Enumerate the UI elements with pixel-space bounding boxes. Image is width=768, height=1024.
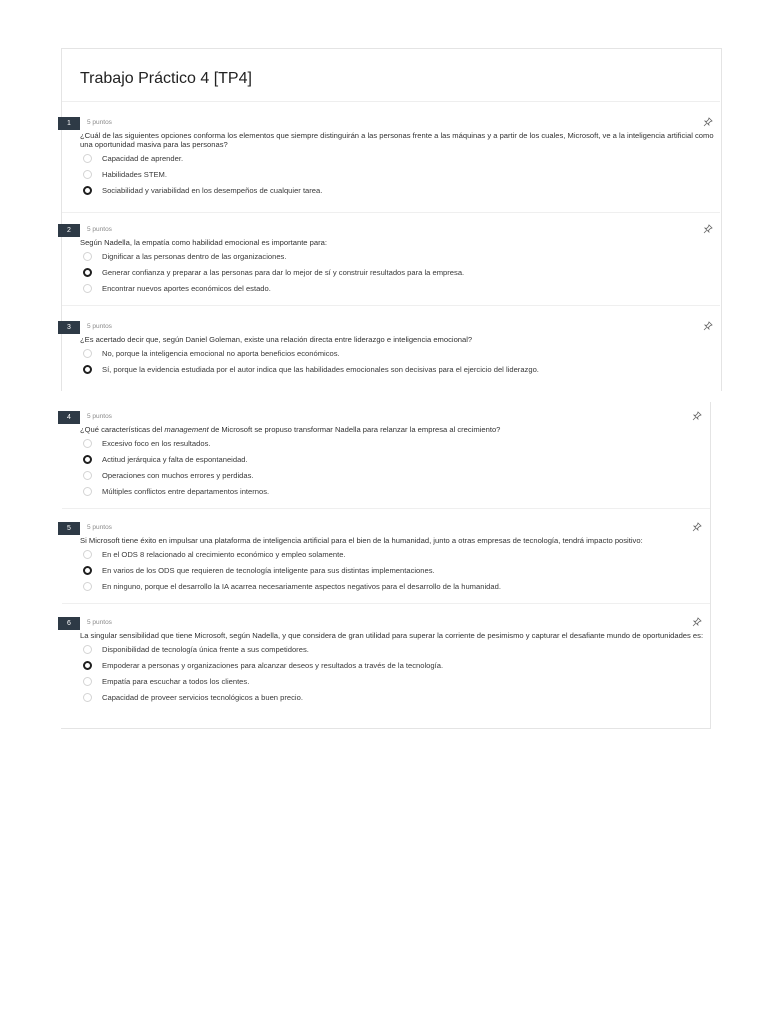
answer-option[interactable] bbox=[82, 281, 714, 297]
radio-button-selected[interactable] bbox=[83, 186, 92, 195]
pin-icon[interactable] bbox=[692, 617, 702, 627]
answer-option[interactable] bbox=[82, 436, 704, 452]
radio-button[interactable] bbox=[83, 439, 92, 448]
question-points: 5 puntos bbox=[87, 323, 112, 330]
option-label: Habilidades STEM. bbox=[102, 170, 167, 179]
answer-option[interactable] bbox=[82, 658, 704, 674]
answer-option[interactable] bbox=[82, 579, 704, 595]
question-points: 5 puntos bbox=[87, 226, 112, 233]
question-number: 1 bbox=[58, 117, 80, 130]
option-label: Empoderar a personas y organizaciones para alcanzar deseos y resultados a través de la tecnología. bbox=[102, 661, 444, 670]
question-number: 4 bbox=[58, 411, 80, 424]
answer-option[interactable] bbox=[82, 249, 714, 265]
answer-option[interactable] bbox=[82, 346, 714, 362]
option-label: Empatía para escuchar a todos los clientes. bbox=[102, 677, 250, 686]
option-label: Excesivo foco en los resultados. bbox=[102, 439, 211, 448]
answer-option[interactable] bbox=[82, 167, 714, 183]
question-number: 2 bbox=[58, 224, 80, 237]
answer-option[interactable] bbox=[82, 452, 704, 468]
radio-button[interactable] bbox=[83, 550, 92, 559]
answer-option[interactable] bbox=[82, 265, 714, 281]
answer-option[interactable] bbox=[82, 183, 714, 199]
option-label: Múltiples conflictos entre departamentos internos. bbox=[102, 487, 270, 496]
question-text: Si Microsoft tiene éxito en impulsar una plataforma de inteligencia artificial para el bien de la humanidad, junto a otras empresas de tecnología, tendrá impacto positivo: bbox=[80, 536, 643, 545]
answer-option[interactable] bbox=[82, 484, 704, 500]
option-label: En el ODS 8 relacionado al crecimiento económico y empleo solamente. bbox=[102, 550, 346, 559]
radio-button-selected[interactable] bbox=[83, 455, 92, 464]
question-5 bbox=[58, 522, 704, 595]
page-title: Trabajo Práctico 4 [TP4] bbox=[80, 70, 252, 87]
radio-button[interactable] bbox=[83, 677, 92, 686]
question-text: ¿Es acertado decir que, según Daniel Goleman, existe una relación directa entre liderazgo e inteligencia emocional? bbox=[80, 335, 473, 344]
answer-options bbox=[82, 436, 704, 500]
option-label: Capacidad de proveer servicios tecnológicos a buen precio. bbox=[102, 693, 303, 702]
option-label: Sí, porque la evidencia estudiada por el autor indica que las habilidades emocionales son decisivas para el ejercicio del liderazgo. bbox=[102, 365, 539, 374]
radio-button[interactable] bbox=[83, 645, 92, 654]
radio-button-selected[interactable] bbox=[83, 661, 92, 670]
question-divider bbox=[62, 508, 710, 509]
radio-button[interactable] bbox=[83, 582, 92, 591]
radio-button[interactable] bbox=[83, 170, 92, 179]
option-label: Disponibilidad de tecnología única frente a sus competidores. bbox=[102, 645, 309, 654]
question-text: Según Nadella, la empatía como habilidad emocional es importante para: bbox=[80, 238, 327, 247]
answer-option[interactable] bbox=[82, 642, 704, 658]
answer-option[interactable] bbox=[82, 547, 704, 563]
radio-button-selected[interactable] bbox=[83, 365, 92, 374]
pin-icon[interactable] bbox=[692, 522, 702, 532]
question-text: La singular sensibilidad que tiene Microsoft, según Nadella, y que considera de gran utilidad para superar la corriente de pesimismo y capturar el desafiante mundo de oportunidades es: bbox=[80, 631, 704, 640]
question-6 bbox=[58, 617, 704, 706]
question-divider bbox=[62, 305, 720, 306]
pin-icon[interactable] bbox=[703, 117, 713, 127]
option-label: Dignificar a las personas dentro de las organizaciones. bbox=[102, 252, 287, 261]
option-label: No, porque la inteligencia emocional no aporta beneficios económicos. bbox=[102, 349, 340, 358]
answer-option[interactable] bbox=[82, 468, 704, 484]
answer-option[interactable] bbox=[82, 151, 714, 167]
option-label: Sociabilidad y variabilidad en los desempeños de cualquier tarea. bbox=[102, 186, 323, 195]
question-number: 6 bbox=[58, 617, 80, 630]
answer-options bbox=[82, 249, 714, 297]
radio-button-selected[interactable] bbox=[83, 566, 92, 575]
question-points: 5 puntos bbox=[87, 524, 112, 531]
answer-options bbox=[82, 547, 704, 595]
question-points: 5 puntos bbox=[87, 619, 112, 626]
answer-option[interactable] bbox=[82, 563, 704, 579]
pin-icon[interactable] bbox=[703, 321, 713, 331]
question-3 bbox=[58, 321, 714, 378]
title-divider bbox=[62, 101, 720, 102]
radio-button[interactable] bbox=[83, 252, 92, 261]
option-label: Operaciones con muchos errores y perdidas. bbox=[102, 471, 254, 480]
question-4 bbox=[58, 411, 704, 500]
radio-button-selected[interactable] bbox=[83, 268, 92, 277]
question-number: 3 bbox=[58, 321, 80, 334]
radio-button[interactable] bbox=[83, 349, 92, 358]
answer-options bbox=[82, 151, 714, 199]
answer-options bbox=[82, 642, 704, 706]
question-text: ¿Cuál de las siguientes opciones conforma los elementos que siempre distinguirán a las personas frente a las máquinas y a partir de los cuales, Microsoft, ve a la inteligencia artificial como una oportunidad masiva para las personas? bbox=[80, 131, 714, 149]
radio-button[interactable] bbox=[83, 693, 92, 702]
answer-option[interactable] bbox=[82, 362, 714, 378]
answer-options bbox=[82, 346, 714, 378]
option-label: En ninguno, porque el desarrollo la IA acarrea necesariamente aspectos negativos para el desarrollo de la humanidad. bbox=[102, 582, 501, 591]
option-label: Actitud jerárquica y falta de espontaneidad. bbox=[102, 455, 248, 464]
question-divider bbox=[62, 212, 720, 213]
option-label: En varios de los ODS que requieren de tecnología inteligente para sus distintas implementaciones. bbox=[102, 566, 435, 575]
question-number: 5 bbox=[58, 522, 80, 535]
question-2 bbox=[58, 224, 714, 297]
radio-button[interactable] bbox=[83, 154, 92, 163]
option-label: Encontrar nuevos aportes económicos del estado. bbox=[102, 284, 271, 293]
radio-button[interactable] bbox=[83, 487, 92, 496]
radio-button[interactable] bbox=[83, 284, 92, 293]
answer-option[interactable] bbox=[82, 674, 704, 690]
question-text: ¿Qué características del management de Microsoft se propuso transformar Nadella para relanzar la empresa al crecimiento? bbox=[80, 425, 501, 434]
question-divider bbox=[62, 603, 710, 604]
question-points: 5 puntos bbox=[87, 119, 112, 126]
pin-icon[interactable] bbox=[692, 411, 702, 421]
question-points: 5 puntos bbox=[87, 413, 112, 420]
radio-button[interactable] bbox=[83, 471, 92, 480]
answer-option[interactable] bbox=[82, 690, 704, 706]
question-1 bbox=[58, 117, 714, 199]
pin-icon[interactable] bbox=[703, 224, 713, 234]
option-label: Capacidad de aprender. bbox=[102, 154, 184, 163]
option-label: Generar confianza y preparar a las personas para dar lo mejor de sí y construir resultados para la empresa. bbox=[102, 268, 465, 277]
